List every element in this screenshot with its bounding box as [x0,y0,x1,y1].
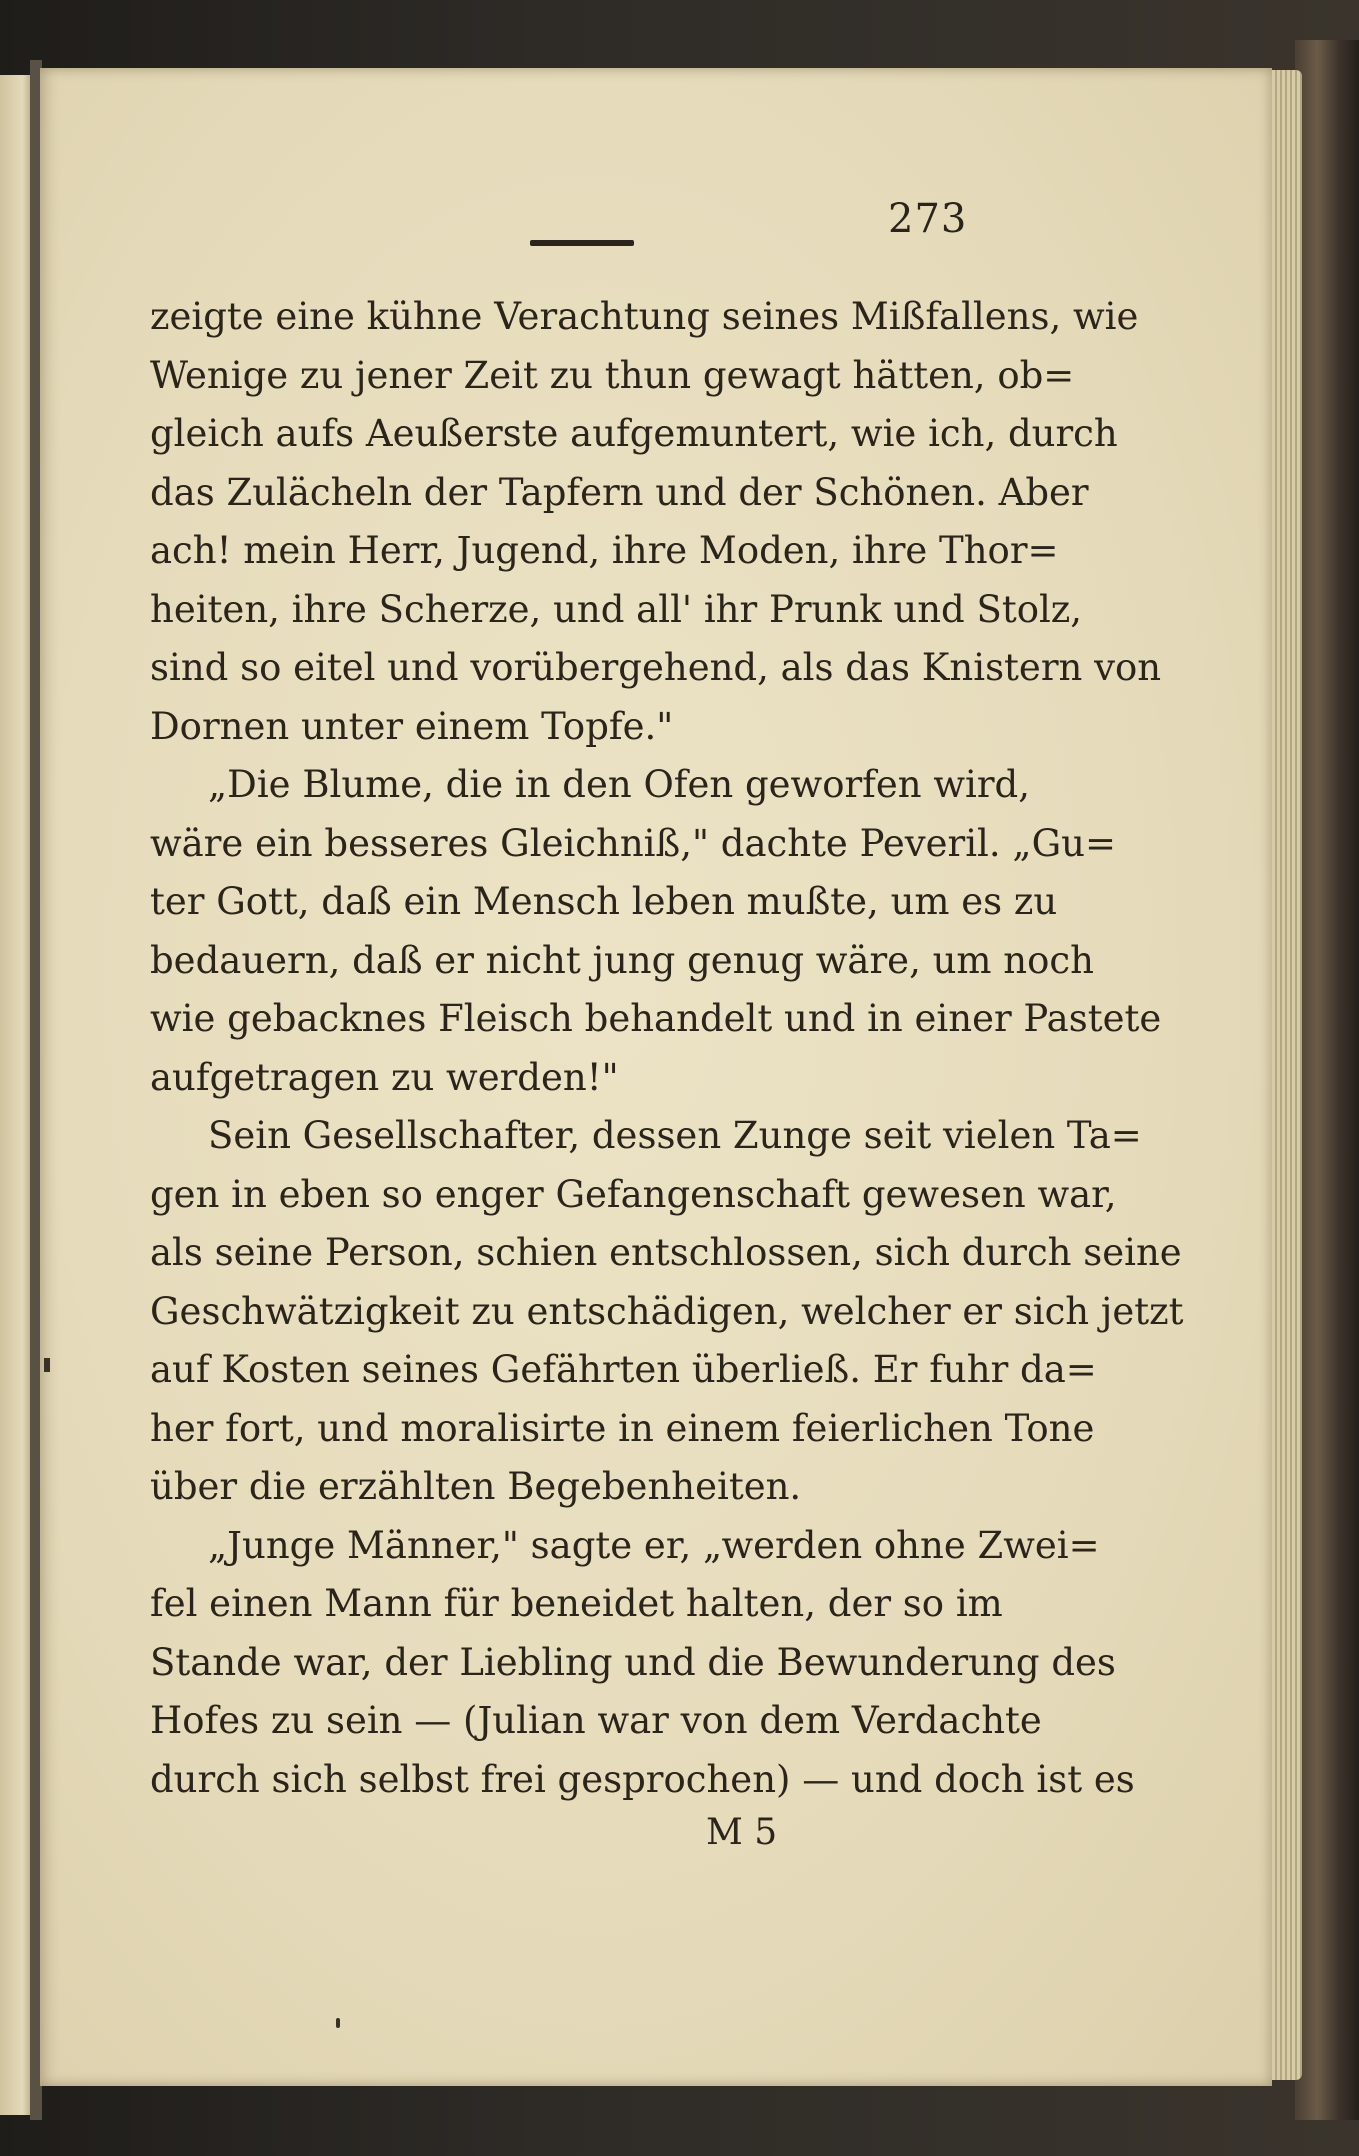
body-text [150,288,1184,1809]
text-line: Geschwätzigkeit zu entschädigen, welcher er sich jetzt [150,1289,1184,1333]
text-line: durch sich selbst frei gesprochen) — und doch ist es [150,1757,1135,1801]
text-line: „Die Blume, die in den Ofen geworfen wird, [208,763,1031,806]
book-cover-edge [1295,40,1359,2120]
ink-speck [336,2018,340,2028]
left-page-edge [0,75,32,2115]
text-line: das Zulächeln der Tapfern und der Schönen. Aber [150,470,1089,514]
text-line: fel einen Mann für beneidet halten, der so im [150,1582,1003,1625]
text-line: Sein Gesellschafter, dessen Zunge seit vielen Ta= [208,1114,1142,1157]
text-line: „Junge Männer," sagte er, „werden ohne Zwei= [208,1523,1100,1567]
text-line: Hofes zu sein — (Julian war von dem Verdachte [150,1699,1042,1742]
text-line: über die erzählten Begebenheiten. [150,1465,802,1508]
text-line: sind so eitel und vorübergehend, als das Knistern von [150,646,1162,689]
text-line: ach! mein Herr, Jugend, ihre Moden, ihre Thor= [150,529,1059,572]
text-line: Wenige zu jener Zeit zu thun gewagt hätten, ob= [150,353,1075,397]
text-line: heiten, ihre Scherze, und all' ihr Prunk und Stolz, [150,587,1083,631]
text-line: ter Gott, daß ein Mensch leben mußte, um es zu [150,880,1058,923]
text-line: wie gebacknes Fleisch behandelt und in einer Pastete [150,997,1162,1040]
text-line: als seine Person, schien entschlossen, sich durch seine [150,1231,1182,1274]
signature-mark: M 5 [706,1812,778,1853]
text-line: auf Kosten seines Gefährten überließ. Er fuhr da= [150,1348,1097,1391]
page-number: 273 [888,196,968,242]
text-line: gen in eben so enger Gefangenschaft gewesen war, [150,1172,1117,1216]
text-line: aufgetragen zu werden!" [150,1055,619,1099]
text-line: zeigte eine kühne Verachtung seines Mißfallens, wie [150,295,1139,338]
text-line: her fort, und moralisirte in einem feierlichen Tone [150,1406,1095,1450]
header-rule [530,240,634,246]
margin-mark [44,1358,50,1372]
text-line: gleich aufs Aeußerste aufgemuntert, wie ich, durch [150,412,1118,455]
text-line: Dornen unter einem Topfe." [150,704,674,748]
text-line: wäre ein besseres Gleichniß," dachte Peveril. „Gu= [150,821,1116,865]
text-line: bedauern, daß er nicht jung genug wäre, um noch [150,938,1094,982]
text-line: Stande war, der Liebling und die Bewunderung des [150,1640,1116,1684]
